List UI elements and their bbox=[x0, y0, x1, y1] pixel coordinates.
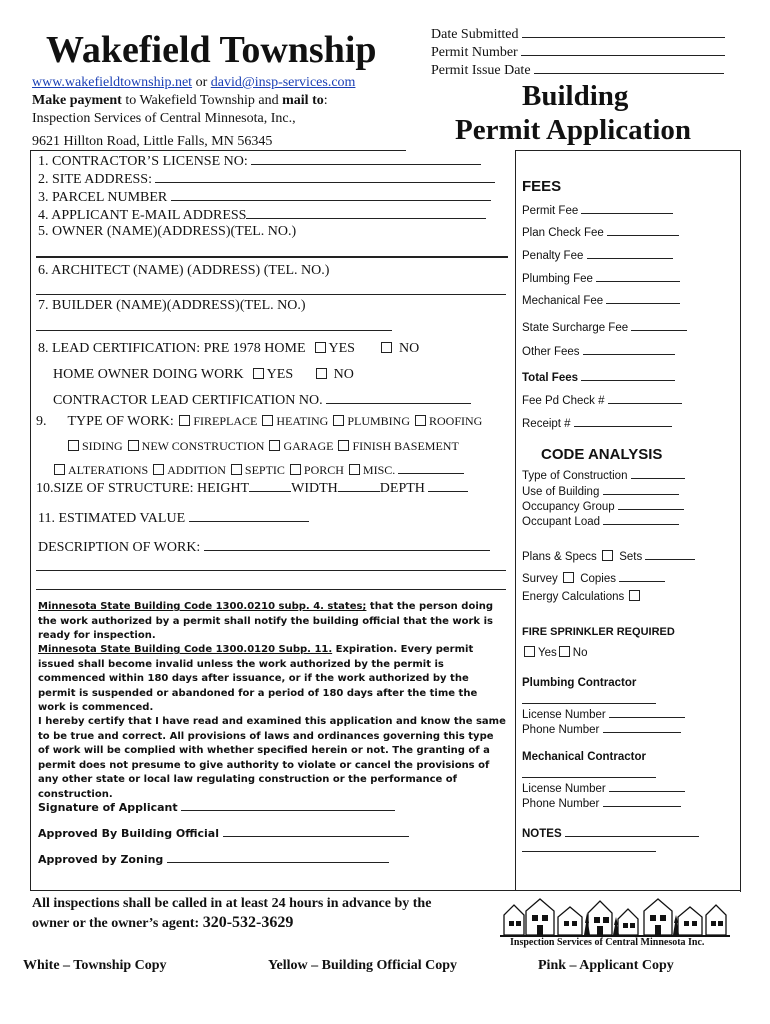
payment-line bbox=[32, 93, 328, 109]
form-title-2: Permit Application bbox=[455, 114, 692, 146]
code-analysis-heading: CODE ANALYSIS bbox=[541, 446, 663, 463]
occupant-load-label: Occupant Load bbox=[522, 516, 601, 528]
occupant-load-field[interactable] bbox=[522, 512, 679, 528]
homeowner-no-checkbox[interactable] bbox=[316, 368, 327, 379]
homeowner-yes-label: YES bbox=[266, 367, 294, 382]
fireplace-checkbox[interactable] bbox=[179, 415, 190, 426]
notes-field[interactable] bbox=[522, 824, 699, 840]
builder-field-label: 7. BUILDER (NAME)(ADDRESS)(TEL. NO.) bbox=[38, 298, 306, 313]
description-label: DESCRIPTION OF WORK: bbox=[38, 540, 201, 555]
owner-field-label: 5. OWNER (NAME)(ADDRESS)(TEL. NO.) bbox=[38, 224, 297, 239]
occupancy-group-field[interactable] bbox=[522, 497, 684, 513]
plans-specs-checkbox[interactable] bbox=[602, 550, 613, 561]
date-submitted-field[interactable] bbox=[431, 25, 725, 43]
copies-label: Copies bbox=[580, 573, 617, 585]
state-surcharge-fee-field[interactable] bbox=[522, 318, 687, 334]
permit-fee-label: Permit Fee bbox=[522, 205, 579, 217]
inspections-notice-2 bbox=[32, 914, 293, 932]
garage-label: GARAGE bbox=[283, 439, 334, 453]
energy-calc-checkbox[interactable] bbox=[629, 590, 640, 601]
inspections-notice-label: owner or the owner’s agent: bbox=[32, 916, 200, 931]
plan-check-fee-field[interactable] bbox=[522, 223, 679, 239]
plumbing-license-field[interactable] bbox=[522, 705, 685, 721]
total-fees-field[interactable] bbox=[522, 368, 675, 384]
payment-label: Make payment bbox=[32, 93, 122, 108]
lead-certification-row bbox=[38, 341, 419, 357]
architect-field-label: 6. ARCHITECT (NAME) (ADDRESS) (TEL. NO.) bbox=[38, 263, 330, 278]
description-field[interactable] bbox=[38, 538, 490, 556]
type-of-work-row bbox=[36, 414, 482, 430]
garage-checkbox[interactable] bbox=[269, 440, 280, 451]
sprinkler-no-checkbox[interactable] bbox=[559, 646, 570, 657]
mechanical-license-label: License Number bbox=[522, 783, 606, 795]
date-submitted-label: Date Submitted bbox=[431, 27, 519, 42]
mechanical-fee-label: Mechanical Fee bbox=[522, 295, 604, 307]
plumbing-license-label: License Number bbox=[522, 709, 606, 721]
alterations-checkbox[interactable] bbox=[54, 464, 65, 475]
applicant-email-label: 4. APPLICANT E-MAIL ADDRESS bbox=[38, 208, 247, 223]
type-of-work-label: TYPE OF WORK: bbox=[67, 414, 174, 429]
state-surcharge-fee-label: State Surcharge Fee bbox=[522, 322, 629, 334]
fee-paid-check-field[interactable] bbox=[522, 391, 682, 407]
white-copy-label: White – Township Copy bbox=[23, 958, 167, 973]
roofing-label: ROOFING bbox=[429, 414, 483, 428]
estimated-value-field[interactable] bbox=[38, 509, 309, 527]
mechanical-contractor-heading: Mechanical Contractor bbox=[522, 751, 646, 763]
plan-check-fee-label: Plan Check Fee bbox=[522, 227, 604, 239]
type-of-work-row-2 bbox=[66, 439, 459, 454]
use-of-building-label: Use of Building bbox=[522, 486, 600, 498]
survey-row bbox=[522, 569, 665, 585]
contractor-lead-label: CONTRACTOR LEAD CERTIFICATION NO. bbox=[53, 393, 323, 408]
township-name: Wakefield Township bbox=[46, 29, 377, 71]
contractor-license-field[interactable] bbox=[38, 152, 481, 170]
lead-yes-checkbox[interactable] bbox=[315, 342, 326, 353]
plans-specs-label: Plans & Specs bbox=[522, 551, 597, 563]
description-line-2[interactable] bbox=[36, 570, 506, 571]
signature-field[interactable] bbox=[38, 798, 395, 814]
homeowner-yes-checkbox[interactable] bbox=[253, 368, 264, 379]
plans-specs-row bbox=[522, 547, 695, 563]
permit-number-label: Permit Number bbox=[431, 45, 518, 60]
permit-issue-date-label: Permit Issue Date bbox=[431, 63, 531, 78]
sprinkler-yes-label: Yes bbox=[538, 647, 557, 659]
parcel-number-label: 3. PARCEL NUMBER bbox=[38, 190, 168, 205]
code2-reference: Minnesota State Building Code 1300.0120 Subp. 11. bbox=[38, 644, 333, 655]
roofing-checkbox[interactable] bbox=[415, 415, 426, 426]
plumbing-contractor-line[interactable] bbox=[522, 703, 656, 704]
fees-heading: FEES bbox=[522, 178, 562, 195]
mail-address-2: 9621 Hillton Road, Little Falls, MN 56345 bbox=[32, 134, 273, 149]
penalty-fee-label: Penalty Fee bbox=[522, 250, 584, 262]
permit-fee-field[interactable] bbox=[522, 201, 673, 217]
addition-checkbox[interactable] bbox=[153, 464, 164, 475]
depth-label: DEPTH bbox=[379, 481, 425, 496]
mechanical-phone-label: Phone Number bbox=[522, 798, 600, 810]
size-label: 10.SIZE OF STRUCTURE: HEIGHT bbox=[36, 481, 250, 496]
lead-cert-label: 8. LEAD CERTIFICATION: PRE 1978 HOME bbox=[38, 341, 306, 356]
other-fees-field[interactable] bbox=[522, 342, 675, 358]
permit-issue-date-field[interactable] bbox=[431, 61, 724, 79]
heating-label: HEATING bbox=[276, 414, 329, 428]
code2-text: Expiration. Every permit issued shall become invalid unless the work authorized by the permit is commenced within 180 days after issuance, or if the work authorized by the permit is suspended or abandoned for a period of 180 days after the time the work is commenced. bbox=[38, 644, 478, 713]
colon: : bbox=[323, 93, 328, 108]
estimated-value-label: 11. ESTIMATED VALUE bbox=[38, 511, 186, 526]
energy-calc-row bbox=[522, 590, 643, 603]
notes-label: NOTES bbox=[522, 828, 562, 840]
mechanical-fee-field[interactable] bbox=[522, 291, 680, 307]
survey-checkbox[interactable] bbox=[563, 572, 574, 583]
fire-sprinkler-heading: FIRE SPRINKLER REQUIRED bbox=[522, 626, 675, 638]
homeowner-row bbox=[53, 367, 354, 383]
mechanical-license-field[interactable] bbox=[522, 779, 685, 795]
pink-copy-label: Pink – Applicant Copy bbox=[538, 958, 674, 973]
logo-caption: Inspection Services of Central Minnesota Inc. bbox=[510, 937, 705, 948]
sprinkler-row bbox=[522, 646, 587, 659]
approved-official-label: Approved By Building Official bbox=[38, 827, 220, 840]
applicant-email-field[interactable] bbox=[38, 206, 486, 224]
plumbing-fee-field[interactable] bbox=[522, 269, 680, 285]
receipt-field[interactable] bbox=[522, 414, 672, 430]
f9-number: 9. bbox=[36, 414, 47, 429]
lead-no-label: NO bbox=[398, 341, 420, 356]
inspections-notice-1: All inspections shall be called in at least 24 hours in advance by the bbox=[32, 896, 432, 911]
contact-line bbox=[32, 75, 355, 91]
receipt-label: Receipt # bbox=[522, 418, 571, 430]
site-address-field[interactable] bbox=[38, 170, 495, 188]
site-address-label: 2. SITE ADDRESS: bbox=[38, 172, 152, 187]
form-title-1: Building bbox=[522, 80, 629, 112]
website-link[interactable]: www.wakefieldtownship.net bbox=[32, 75, 193, 90]
code1-text: that the person doing the work authorized by a permit shall notify the building official that the work is ready for inspection. bbox=[38, 601, 494, 641]
size-of-structure-row[interactable] bbox=[36, 479, 468, 497]
houses-logo-icon bbox=[500, 893, 730, 937]
alterations-label: ALTERATIONS bbox=[68, 463, 149, 477]
new-construction-checkbox[interactable] bbox=[128, 440, 139, 451]
owner-line[interactable] bbox=[36, 256, 508, 258]
yellow-copy-label: Yellow – Building Official Copy bbox=[268, 958, 458, 973]
siding-label: SIDING bbox=[82, 439, 123, 453]
width-label: WIDTH bbox=[291, 481, 338, 496]
type-of-construction-field[interactable] bbox=[522, 466, 685, 482]
new-construction-label: NEW CONSTRUCTION bbox=[141, 439, 265, 453]
mail-address-1: Inspection Services of Central Minnesota, Inc., bbox=[32, 111, 296, 126]
company-logo bbox=[500, 893, 730, 937]
code-notice-2 bbox=[38, 643, 508, 716]
addition-label: ADDITION bbox=[167, 463, 226, 477]
porch-label: PORCH bbox=[303, 463, 344, 477]
code1-reference: Minnesota State Building Code 1300.0210 subp. 4. states; bbox=[38, 601, 367, 612]
approved-zoning-label: Approved by Zoning bbox=[38, 853, 164, 866]
plumbing-phone-field[interactable] bbox=[522, 720, 681, 736]
occupancy-group-label: Occupancy Group bbox=[522, 501, 615, 513]
other-fees-label: Other Fees bbox=[522, 346, 580, 358]
homeowner-label: HOME OWNER DOING WORK bbox=[53, 367, 244, 382]
approved-zoning-field[interactable] bbox=[38, 850, 389, 866]
lead-yes-label: YES bbox=[328, 341, 355, 356]
approved-official-field[interactable] bbox=[38, 824, 409, 840]
misc-label: MISC. bbox=[362, 463, 396, 477]
or-text: or bbox=[195, 75, 208, 90]
builder-line[interactable] bbox=[36, 330, 392, 331]
sets-label: Sets bbox=[619, 551, 643, 563]
description-line-3[interactable] bbox=[36, 589, 506, 590]
siding-checkbox[interactable] bbox=[68, 440, 79, 451]
fee-paid-check-label: Fee Pd Check # bbox=[522, 395, 605, 407]
mechanical-contractor-line[interactable] bbox=[522, 777, 656, 778]
sprinkler-no-label: No bbox=[572, 647, 588, 659]
finish-basement-checkbox[interactable] bbox=[338, 440, 349, 451]
heating-checkbox[interactable] bbox=[262, 415, 273, 426]
permit-number-field[interactable] bbox=[431, 43, 725, 61]
septic-checkbox[interactable] bbox=[231, 464, 242, 475]
plumbing-phone-label: Phone Number bbox=[522, 724, 600, 736]
inspections-phone: 320-532-3629 bbox=[202, 914, 294, 931]
signature-label: Signature of Applicant bbox=[38, 801, 178, 814]
homeowner-no-label: NO bbox=[333, 367, 354, 382]
plumbing-contractor-heading: Plumbing Contractor bbox=[522, 677, 637, 689]
finish-basement-label: FINISH BASEMENT bbox=[352, 439, 459, 453]
notes-line-2[interactable] bbox=[522, 851, 656, 852]
septic-label: SEPTIC bbox=[244, 463, 285, 477]
plumbing-fee-label: Plumbing Fee bbox=[522, 273, 593, 285]
misc-checkbox[interactable] bbox=[349, 464, 360, 475]
plumbing-checkbox[interactable] bbox=[333, 415, 344, 426]
parcel-number-field[interactable] bbox=[38, 188, 491, 206]
mail-to-label: mail to bbox=[282, 93, 324, 108]
porch-checkbox[interactable] bbox=[290, 464, 301, 475]
use-of-building-field[interactable] bbox=[522, 482, 679, 498]
type-of-construction-label: Type of Construction bbox=[522, 470, 628, 482]
contractor-lead-field[interactable] bbox=[53, 391, 471, 409]
plumbing-label: PLUMBING bbox=[347, 414, 410, 428]
energy-calc-label: Energy Calculations bbox=[522, 591, 625, 603]
architect-line[interactable] bbox=[36, 294, 506, 295]
contractor-license-label: 1. CONTRACTOR’S LICENSE NO: bbox=[38, 154, 248, 169]
type-of-work-row-3 bbox=[52, 461, 464, 478]
penalty-fee-field[interactable] bbox=[522, 246, 673, 262]
fireplace-label: FIREPLACE bbox=[193, 414, 258, 428]
survey-label: Survey bbox=[522, 573, 558, 585]
lead-no-checkbox[interactable] bbox=[381, 342, 392, 353]
certification-text: I hereby certify that I have read and examined this application and know the same to be true and correct. All provisions of laws and ordinances governing this type of work will be complied with whether specified herein or not. The granting of a permit does not presume to give authority to violate or cancel the provisions of any other state or local law regulating construction or the performance of construction. bbox=[38, 716, 506, 800]
mechanical-phone-field[interactable] bbox=[522, 794, 681, 810]
total-fees-label: Total Fees bbox=[522, 372, 579, 384]
payment-mid: to Wakefield Township and bbox=[125, 93, 279, 108]
code-notice-1 bbox=[38, 600, 508, 644]
sprinkler-yes-checkbox[interactable] bbox=[524, 646, 535, 657]
email-link[interactable]: david@insp-services.com bbox=[210, 75, 356, 90]
